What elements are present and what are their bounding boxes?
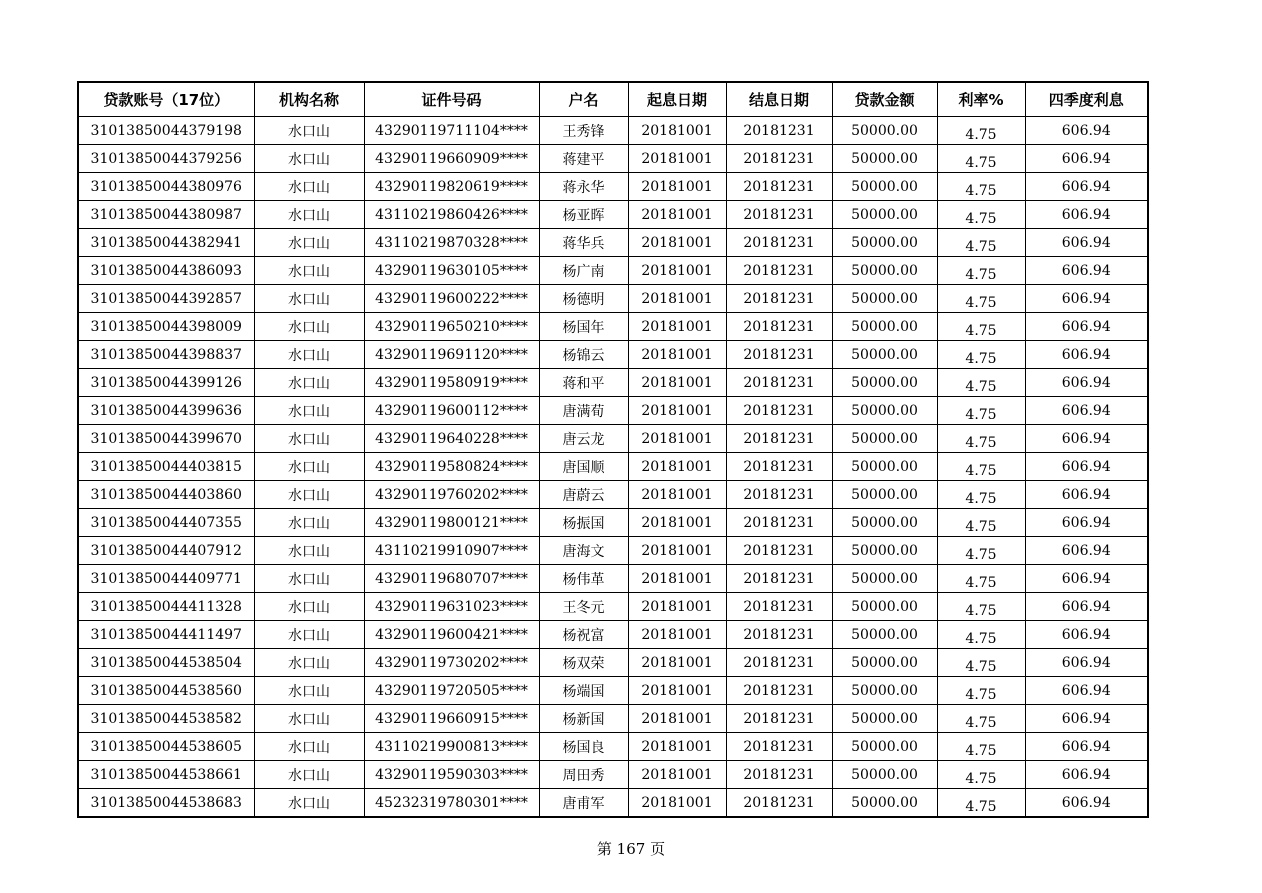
cell-loan-amount: 50000.00	[832, 173, 937, 201]
cell-account-holder: 杨广南	[539, 257, 628, 285]
cell-interest-rate: 4.75	[937, 481, 1025, 509]
cell-q4-interest: 606.94	[1025, 313, 1148, 341]
cell-settlement-date: 20181231	[726, 285, 832, 313]
cell-settlement-date: 20181231	[726, 145, 832, 173]
cell-institution-name: 水口山	[254, 117, 364, 145]
cell-start-date: 20181001	[628, 285, 726, 313]
table-header-row	[78, 82, 1148, 117]
cell-id-number: 43290119730202****	[364, 649, 539, 677]
cell-settlement-date: 20181231	[726, 565, 832, 593]
cell-interest-rate: 4.75	[937, 201, 1025, 229]
cell-interest-rate: 4.75	[937, 705, 1025, 733]
cell-institution-name: 水口山	[254, 173, 364, 201]
cell-id-number: 43290119680707****	[364, 565, 539, 593]
table-row	[78, 313, 1148, 341]
cell-settlement-date: 20181231	[726, 761, 832, 789]
table-body	[78, 117, 1148, 818]
cell-start-date: 20181001	[628, 705, 726, 733]
cell-loan-amount: 50000.00	[832, 593, 937, 621]
cell-loan-amount: 50000.00	[832, 257, 937, 285]
cell-id-number: 43110219910907****	[364, 537, 539, 565]
cell-interest-rate: 4.75	[937, 229, 1025, 257]
table-row	[78, 621, 1148, 649]
cell-loan-account: 31013850044379256	[78, 145, 254, 173]
cell-interest-rate: 4.75	[937, 117, 1025, 145]
cell-account-holder: 蒋永华	[539, 173, 628, 201]
cell-start-date: 20181001	[628, 733, 726, 761]
cell-account-holder: 周田秀	[539, 761, 628, 789]
cell-loan-amount: 50000.00	[832, 733, 937, 761]
cell-institution-name: 水口山	[254, 257, 364, 285]
cell-interest-rate: 4.75	[937, 173, 1025, 201]
cell-account-holder: 杨双荣	[539, 649, 628, 677]
cell-loan-account: 31013850044398837	[78, 341, 254, 369]
cell-settlement-date: 20181231	[726, 397, 832, 425]
cell-loan-amount: 50000.00	[832, 313, 937, 341]
cell-interest-rate: 4.75	[937, 509, 1025, 537]
table-row	[78, 145, 1148, 173]
cell-loan-amount: 50000.00	[832, 453, 937, 481]
cell-q4-interest: 606.94	[1025, 761, 1148, 789]
cell-account-holder: 唐国顺	[539, 453, 628, 481]
cell-loan-account: 31013850044399670	[78, 425, 254, 453]
cell-loan-amount: 50000.00	[832, 201, 937, 229]
cell-account-holder: 唐蔚云	[539, 481, 628, 509]
cell-interest-rate: 4.75	[937, 593, 1025, 621]
cell-institution-name: 水口山	[254, 789, 364, 818]
cell-interest-rate: 4.75	[937, 565, 1025, 593]
cell-loan-amount: 50000.00	[832, 565, 937, 593]
cell-start-date: 20181001	[628, 313, 726, 341]
table-row	[78, 173, 1148, 201]
cell-q4-interest: 606.94	[1025, 145, 1148, 173]
table-row	[78, 761, 1148, 789]
cell-interest-rate: 4.75	[937, 397, 1025, 425]
cell-loan-amount: 50000.00	[832, 705, 937, 733]
cell-settlement-date: 20181231	[726, 537, 832, 565]
cell-institution-name: 水口山	[254, 425, 364, 453]
cell-interest-rate: 4.75	[937, 285, 1025, 313]
cell-account-holder: 王冬元	[539, 593, 628, 621]
cell-settlement-date: 20181231	[726, 117, 832, 145]
cell-loan-account: 31013850044411328	[78, 593, 254, 621]
cell-loan-account: 31013850044392857	[78, 285, 254, 313]
cell-loan-account: 31013850044407912	[78, 537, 254, 565]
cell-institution-name: 水口山	[254, 341, 364, 369]
cell-institution-name: 水口山	[254, 369, 364, 397]
cell-q4-interest: 606.94	[1025, 117, 1148, 145]
table-row	[78, 789, 1148, 818]
cell-institution-name: 水口山	[254, 509, 364, 537]
cell-id-number: 43290119720505****	[364, 677, 539, 705]
cell-id-number: 45232319780301****	[364, 789, 539, 818]
cell-account-holder: 蒋建平	[539, 145, 628, 173]
cell-loan-account: 31013850044411497	[78, 621, 254, 649]
cell-settlement-date: 20181231	[726, 621, 832, 649]
table-row	[78, 229, 1148, 257]
cell-start-date: 20181001	[628, 565, 726, 593]
table-row	[78, 117, 1148, 145]
cell-q4-interest: 606.94	[1025, 593, 1148, 621]
cell-loan-account: 31013850044382941	[78, 229, 254, 257]
cell-loan-amount: 50000.00	[832, 397, 937, 425]
cell-institution-name: 水口山	[254, 733, 364, 761]
cell-loan-amount: 50000.00	[832, 789, 937, 818]
cell-account-holder: 杨伟革	[539, 565, 628, 593]
cell-settlement-date: 20181231	[726, 173, 832, 201]
table-row	[78, 425, 1148, 453]
table-row	[78, 397, 1148, 425]
table-row	[78, 509, 1148, 537]
cell-loan-account: 31013850044538504	[78, 649, 254, 677]
cell-q4-interest: 606.94	[1025, 621, 1148, 649]
cell-interest-rate: 4.75	[937, 789, 1025, 818]
cell-account-holder: 唐甫军	[539, 789, 628, 818]
cell-settlement-date: 20181231	[726, 705, 832, 733]
cell-loan-account: 31013850044538582	[78, 705, 254, 733]
cell-loan-amount: 50000.00	[832, 229, 937, 257]
header-account-holder: 户名	[539, 82, 628, 117]
cell-interest-rate: 4.75	[937, 453, 1025, 481]
cell-loan-account: 31013850044538605	[78, 733, 254, 761]
cell-start-date: 20181001	[628, 481, 726, 509]
table-row	[78, 677, 1148, 705]
cell-settlement-date: 20181231	[726, 733, 832, 761]
cell-settlement-date: 20181231	[726, 481, 832, 509]
cell-start-date: 20181001	[628, 173, 726, 201]
cell-q4-interest: 606.94	[1025, 733, 1148, 761]
cell-loan-amount: 50000.00	[832, 117, 937, 145]
cell-start-date: 20181001	[628, 593, 726, 621]
cell-id-number: 43290119600112****	[364, 397, 539, 425]
cell-start-date: 20181001	[628, 453, 726, 481]
cell-start-date: 20181001	[628, 425, 726, 453]
cell-interest-rate: 4.75	[937, 257, 1025, 285]
cell-id-number: 43290119800121****	[364, 509, 539, 537]
cell-start-date: 20181001	[628, 509, 726, 537]
cell-settlement-date: 20181231	[726, 789, 832, 818]
cell-loan-account: 31013850044386093	[78, 257, 254, 285]
cell-q4-interest: 606.94	[1025, 425, 1148, 453]
cell-loan-amount: 50000.00	[832, 537, 937, 565]
cell-institution-name: 水口山	[254, 761, 364, 789]
cell-loan-amount: 50000.00	[832, 369, 937, 397]
header-institution-name: 机构名称	[254, 82, 364, 117]
cell-institution-name: 水口山	[254, 649, 364, 677]
cell-id-number: 43290119631023****	[364, 593, 539, 621]
cell-settlement-date: 20181231	[726, 201, 832, 229]
table-row	[78, 257, 1148, 285]
cell-q4-interest: 606.94	[1025, 565, 1148, 593]
cell-institution-name: 水口山	[254, 621, 364, 649]
cell-loan-account: 31013850044379198	[78, 117, 254, 145]
cell-interest-rate: 4.75	[937, 369, 1025, 397]
cell-loan-account: 31013850044399636	[78, 397, 254, 425]
header-q4-interest: 四季度利息	[1025, 82, 1148, 117]
cell-institution-name: 水口山	[254, 397, 364, 425]
cell-q4-interest: 606.94	[1025, 257, 1148, 285]
table-row	[78, 733, 1148, 761]
cell-start-date: 20181001	[628, 621, 726, 649]
cell-loan-account: 31013850044407355	[78, 509, 254, 537]
cell-settlement-date: 20181231	[726, 257, 832, 285]
cell-id-number: 43290119660909****	[364, 145, 539, 173]
cell-q4-interest: 606.94	[1025, 481, 1148, 509]
cell-interest-rate: 4.75	[937, 677, 1025, 705]
cell-id-number: 43290119640228****	[364, 425, 539, 453]
cell-interest-rate: 4.75	[937, 761, 1025, 789]
cell-start-date: 20181001	[628, 117, 726, 145]
cell-id-number: 43290119600421****	[364, 621, 539, 649]
header-interest-rate: 利率%	[937, 82, 1025, 117]
header-loan-account: 贷款账号（17位）	[78, 82, 254, 117]
cell-q4-interest: 606.94	[1025, 537, 1148, 565]
cell-institution-name: 水口山	[254, 537, 364, 565]
cell-settlement-date: 20181231	[726, 649, 832, 677]
cell-start-date: 20181001	[628, 397, 726, 425]
cell-q4-interest: 606.94	[1025, 649, 1148, 677]
table-row	[78, 285, 1148, 313]
table-row	[78, 565, 1148, 593]
cell-interest-rate: 4.75	[937, 649, 1025, 677]
cell-account-holder: 王秀锋	[539, 117, 628, 145]
cell-settlement-date: 20181231	[726, 593, 832, 621]
cell-institution-name: 水口山	[254, 565, 364, 593]
cell-loan-account: 31013850044409771	[78, 565, 254, 593]
cell-institution-name: 水口山	[254, 481, 364, 509]
cell-id-number: 43290119580919****	[364, 369, 539, 397]
cell-id-number: 43290119580824****	[364, 453, 539, 481]
table-row	[78, 649, 1148, 677]
cell-institution-name: 水口山	[254, 229, 364, 257]
cell-id-number: 43290119650210****	[364, 313, 539, 341]
cell-loan-account: 31013850044403815	[78, 453, 254, 481]
cell-institution-name: 水口山	[254, 145, 364, 173]
cell-id-number: 43290119600222****	[364, 285, 539, 313]
cell-loan-amount: 50000.00	[832, 341, 937, 369]
cell-q4-interest: 606.94	[1025, 509, 1148, 537]
cell-start-date: 20181001	[628, 761, 726, 789]
cell-settlement-date: 20181231	[726, 509, 832, 537]
cell-start-date: 20181001	[628, 677, 726, 705]
cell-interest-rate: 4.75	[937, 341, 1025, 369]
table-row	[78, 201, 1148, 229]
cell-loan-amount: 50000.00	[832, 621, 937, 649]
cell-settlement-date: 20181231	[726, 425, 832, 453]
cell-account-holder: 杨亚晖	[539, 201, 628, 229]
cell-loan-account: 31013850044538661	[78, 761, 254, 789]
cell-account-holder: 杨德明	[539, 285, 628, 313]
header-loan-amount: 贷款金额	[832, 82, 937, 117]
cell-account-holder: 杨国良	[539, 733, 628, 761]
cell-institution-name: 水口山	[254, 313, 364, 341]
cell-account-holder: 杨国年	[539, 313, 628, 341]
cell-interest-rate: 4.75	[937, 313, 1025, 341]
cell-settlement-date: 20181231	[726, 369, 832, 397]
cell-start-date: 20181001	[628, 341, 726, 369]
cell-loan-account: 31013850044380987	[78, 201, 254, 229]
page-number: 第 167 页	[596, 840, 666, 858]
cell-q4-interest: 606.94	[1025, 677, 1148, 705]
cell-id-number: 43290119660915****	[364, 705, 539, 733]
table-row	[78, 705, 1148, 733]
cell-q4-interest: 606.94	[1025, 285, 1148, 313]
cell-interest-rate: 4.75	[937, 425, 1025, 453]
cell-q4-interest: 606.94	[1025, 229, 1148, 257]
cell-loan-account: 31013850044538560	[78, 677, 254, 705]
cell-interest-rate: 4.75	[937, 621, 1025, 649]
cell-id-number: 43290119590303****	[364, 761, 539, 789]
cell-interest-rate: 4.75	[937, 537, 1025, 565]
table-row	[78, 593, 1148, 621]
cell-id-number: 43290119711104****	[364, 117, 539, 145]
cell-account-holder: 蒋和平	[539, 369, 628, 397]
cell-loan-amount: 50000.00	[832, 481, 937, 509]
cell-settlement-date: 20181231	[726, 453, 832, 481]
cell-loan-account: 31013850044403860	[78, 481, 254, 509]
cell-institution-name: 水口山	[254, 705, 364, 733]
cell-account-holder: 杨锦云	[539, 341, 628, 369]
cell-settlement-date: 20181231	[726, 677, 832, 705]
cell-settlement-date: 20181231	[726, 341, 832, 369]
cell-q4-interest: 606.94	[1025, 341, 1148, 369]
cell-loan-account: 31013850044538683	[78, 789, 254, 818]
cell-loan-amount: 50000.00	[832, 649, 937, 677]
cell-institution-name: 水口山	[254, 453, 364, 481]
cell-q4-interest: 606.94	[1025, 453, 1148, 481]
cell-account-holder: 杨新国	[539, 705, 628, 733]
cell-loan-amount: 50000.00	[832, 285, 937, 313]
cell-loan-account: 31013850044380976	[78, 173, 254, 201]
table-row	[78, 341, 1148, 369]
cell-loan-amount: 50000.00	[832, 145, 937, 173]
table-row	[78, 481, 1148, 509]
cell-start-date: 20181001	[628, 229, 726, 257]
cell-loan-account: 31013850044399126	[78, 369, 254, 397]
cell-settlement-date: 20181231	[726, 229, 832, 257]
cell-start-date: 20181001	[628, 145, 726, 173]
cell-id-number: 43290119760202****	[364, 481, 539, 509]
cell-start-date: 20181001	[628, 789, 726, 818]
table-row	[78, 453, 1148, 481]
cell-q4-interest: 606.94	[1025, 173, 1148, 201]
header-settlement-date: 结息日期	[726, 82, 832, 117]
cell-settlement-date: 20181231	[726, 313, 832, 341]
header-id-number: 证件号码	[364, 82, 539, 117]
cell-q4-interest: 606.94	[1025, 789, 1148, 818]
cell-account-holder: 杨振国	[539, 509, 628, 537]
cell-q4-interest: 606.94	[1025, 397, 1148, 425]
cell-institution-name: 水口山	[254, 677, 364, 705]
cell-start-date: 20181001	[628, 649, 726, 677]
cell-start-date: 20181001	[628, 369, 726, 397]
cell-account-holder: 蒋华兵	[539, 229, 628, 257]
cell-loan-amount: 50000.00	[832, 425, 937, 453]
cell-id-number: 43110219900813****	[364, 733, 539, 761]
cell-loan-amount: 50000.00	[832, 677, 937, 705]
cell-id-number: 43110219870328****	[364, 229, 539, 257]
cell-interest-rate: 4.75	[937, 733, 1025, 761]
cell-interest-rate: 4.75	[937, 145, 1025, 173]
cell-id-number: 43290119820619****	[364, 173, 539, 201]
cell-loan-account: 31013850044398009	[78, 313, 254, 341]
cell-account-holder: 唐云龙	[539, 425, 628, 453]
cell-q4-interest: 606.94	[1025, 201, 1148, 229]
cell-institution-name: 水口山	[254, 593, 364, 621]
cell-id-number: 43110219860426****	[364, 201, 539, 229]
cell-q4-interest: 606.94	[1025, 369, 1148, 397]
cell-start-date: 20181001	[628, 201, 726, 229]
cell-id-number: 43290119691120****	[364, 341, 539, 369]
table-row	[78, 537, 1148, 565]
cell-institution-name: 水口山	[254, 201, 364, 229]
cell-account-holder: 唐海文	[539, 537, 628, 565]
cell-institution-name: 水口山	[254, 285, 364, 313]
cell-id-number: 43290119630105****	[364, 257, 539, 285]
cell-q4-interest: 606.94	[1025, 705, 1148, 733]
cell-loan-amount: 50000.00	[832, 509, 937, 537]
cell-account-holder: 杨端国	[539, 677, 628, 705]
loan-interest-table	[77, 81, 1149, 818]
cell-start-date: 20181001	[628, 257, 726, 285]
cell-loan-amount: 50000.00	[832, 761, 937, 789]
header-start-date: 起息日期	[628, 82, 726, 117]
table-row	[78, 369, 1148, 397]
cell-account-holder: 唐满荀	[539, 397, 628, 425]
cell-account-holder: 杨祝富	[539, 621, 628, 649]
cell-start-date: 20181001	[628, 537, 726, 565]
